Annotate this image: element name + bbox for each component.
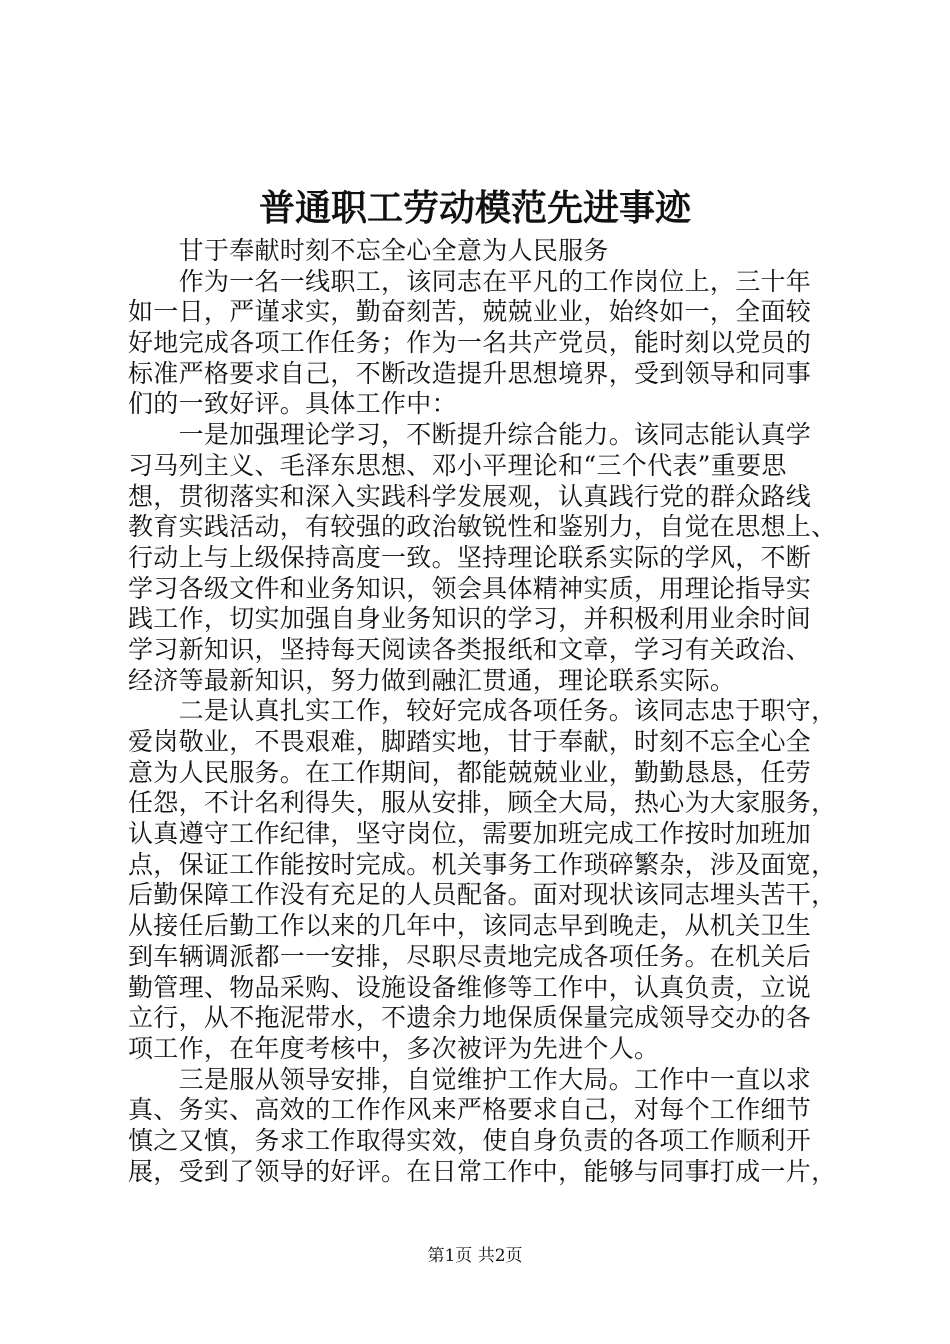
body-line: 爱岗敬业，不畏艰难，脚踏实地，甘于奉献，时刻不忘全心全 <box>128 727 812 756</box>
body-line: 学习各级文件和业务知识，领会具体精神实质，用理论指导实 <box>128 573 812 603</box>
body-line: 慎之又慎，务求工作取得实效，使自身负责的各项工作顺利开 <box>128 1125 812 1155</box>
body-line: 三是服从领导安排，自觉维护工作大局。工作中一直以求 <box>128 1064 812 1094</box>
body-line: 一是加强理论学习，不断提升综合能力。该同志能认真学 <box>128 420 812 450</box>
body-line: 从接任后勤工作以来的几年中，该同志早到晚走，从机关卫生 <box>128 911 812 941</box>
body-line: 真、务实、高效的工作作风来严格要求自己，对每个工作细节 <box>128 1095 812 1125</box>
document-title: 普通职工劳动模范先进事迹 <box>258 187 691 229</box>
body-line: 任怨，不计名利得失，服从安排，顾全大局，热心为大家服务， <box>128 788 837 818</box>
body-line: 后勤保障工作没有充足的人员配备。面对现状该同志埋头苦干， <box>128 880 837 910</box>
document-body <box>128 236 837 1187</box>
body-line: 勤管理、物品采购、设施设备维修等工作中，认真负责，立说 <box>128 972 812 1002</box>
body-line: 立行，从不拖泥带水，不遗余力地保质保量完成领导交办的各 <box>128 1003 812 1033</box>
body-line: 们的一致好评。具体工作中： <box>128 389 457 419</box>
body-line: 行动上与上级保持高度一致。坚持理论联系实际的学风，不断 <box>128 542 812 572</box>
body-line: 意为人民服务。在工作期间，都能兢兢业业，勤勤恳恳，任劳 <box>128 757 812 787</box>
body-line: 点，保证工作能按时完成。机关事务工作琐碎繁杂，涉及面宽， <box>128 849 837 879</box>
body-line: 经济等最新知识，努力做到融汇贯通，理论联系实际。 <box>128 665 736 695</box>
body-line: 教育实践活动，有较强的政治敏锐性和鉴别力，自觉在思想上、 <box>128 512 837 542</box>
body-line: 甘于奉献时刻不忘全心全意为人民服务 <box>128 236 609 265</box>
body-line: 作为一名一线职工，该同志在平凡的工作岗位上，三十年 <box>128 266 812 296</box>
body-line: 学习新知识，坚持每天阅读各类报纸和文章，学习有关政治、 <box>128 634 812 664</box>
body-line: 认真遵守工作纪律，坚守岗位，需要加班完成工作按时加班加 <box>128 819 812 849</box>
page-number-footer: 第1页 共2页 <box>427 1246 523 1266</box>
body-line: 好地完成各项工作任务；作为一名共产党员，能时刻以党员的 <box>128 328 812 358</box>
body-line: 如一日，严谨求实，勤奋刻苦，兢兢业业，始终如一，全面较 <box>128 297 812 327</box>
body-line: 想，贯彻落实和深入实践科学发展观，认真践行党的群众路线 <box>128 481 812 511</box>
body-line: 习马列主义、毛泽东思想、邓小平理论和“三个代表”重要思 <box>128 450 787 480</box>
body-line: 展，受到了领导的好评。在日常工作中，能够与同事打成一片， <box>128 1156 837 1186</box>
body-line: 标准严格要求自己，不断改造提升思想境界，受到领导和同事 <box>128 358 812 388</box>
body-line: 践工作，切实加强自身业务知识的学习，并积极利用业余时间 <box>128 604 812 634</box>
body-line: 项工作，在年度考核中，多次被评为先进个人。 <box>128 1033 660 1063</box>
body-line: 到车辆调派都一一安排，尽职尽责地完成各项任务。在机关后 <box>128 941 812 971</box>
body-line: 二是认真扎实工作，较好完成各项任务。该同志忠于职守， <box>128 696 837 726</box>
